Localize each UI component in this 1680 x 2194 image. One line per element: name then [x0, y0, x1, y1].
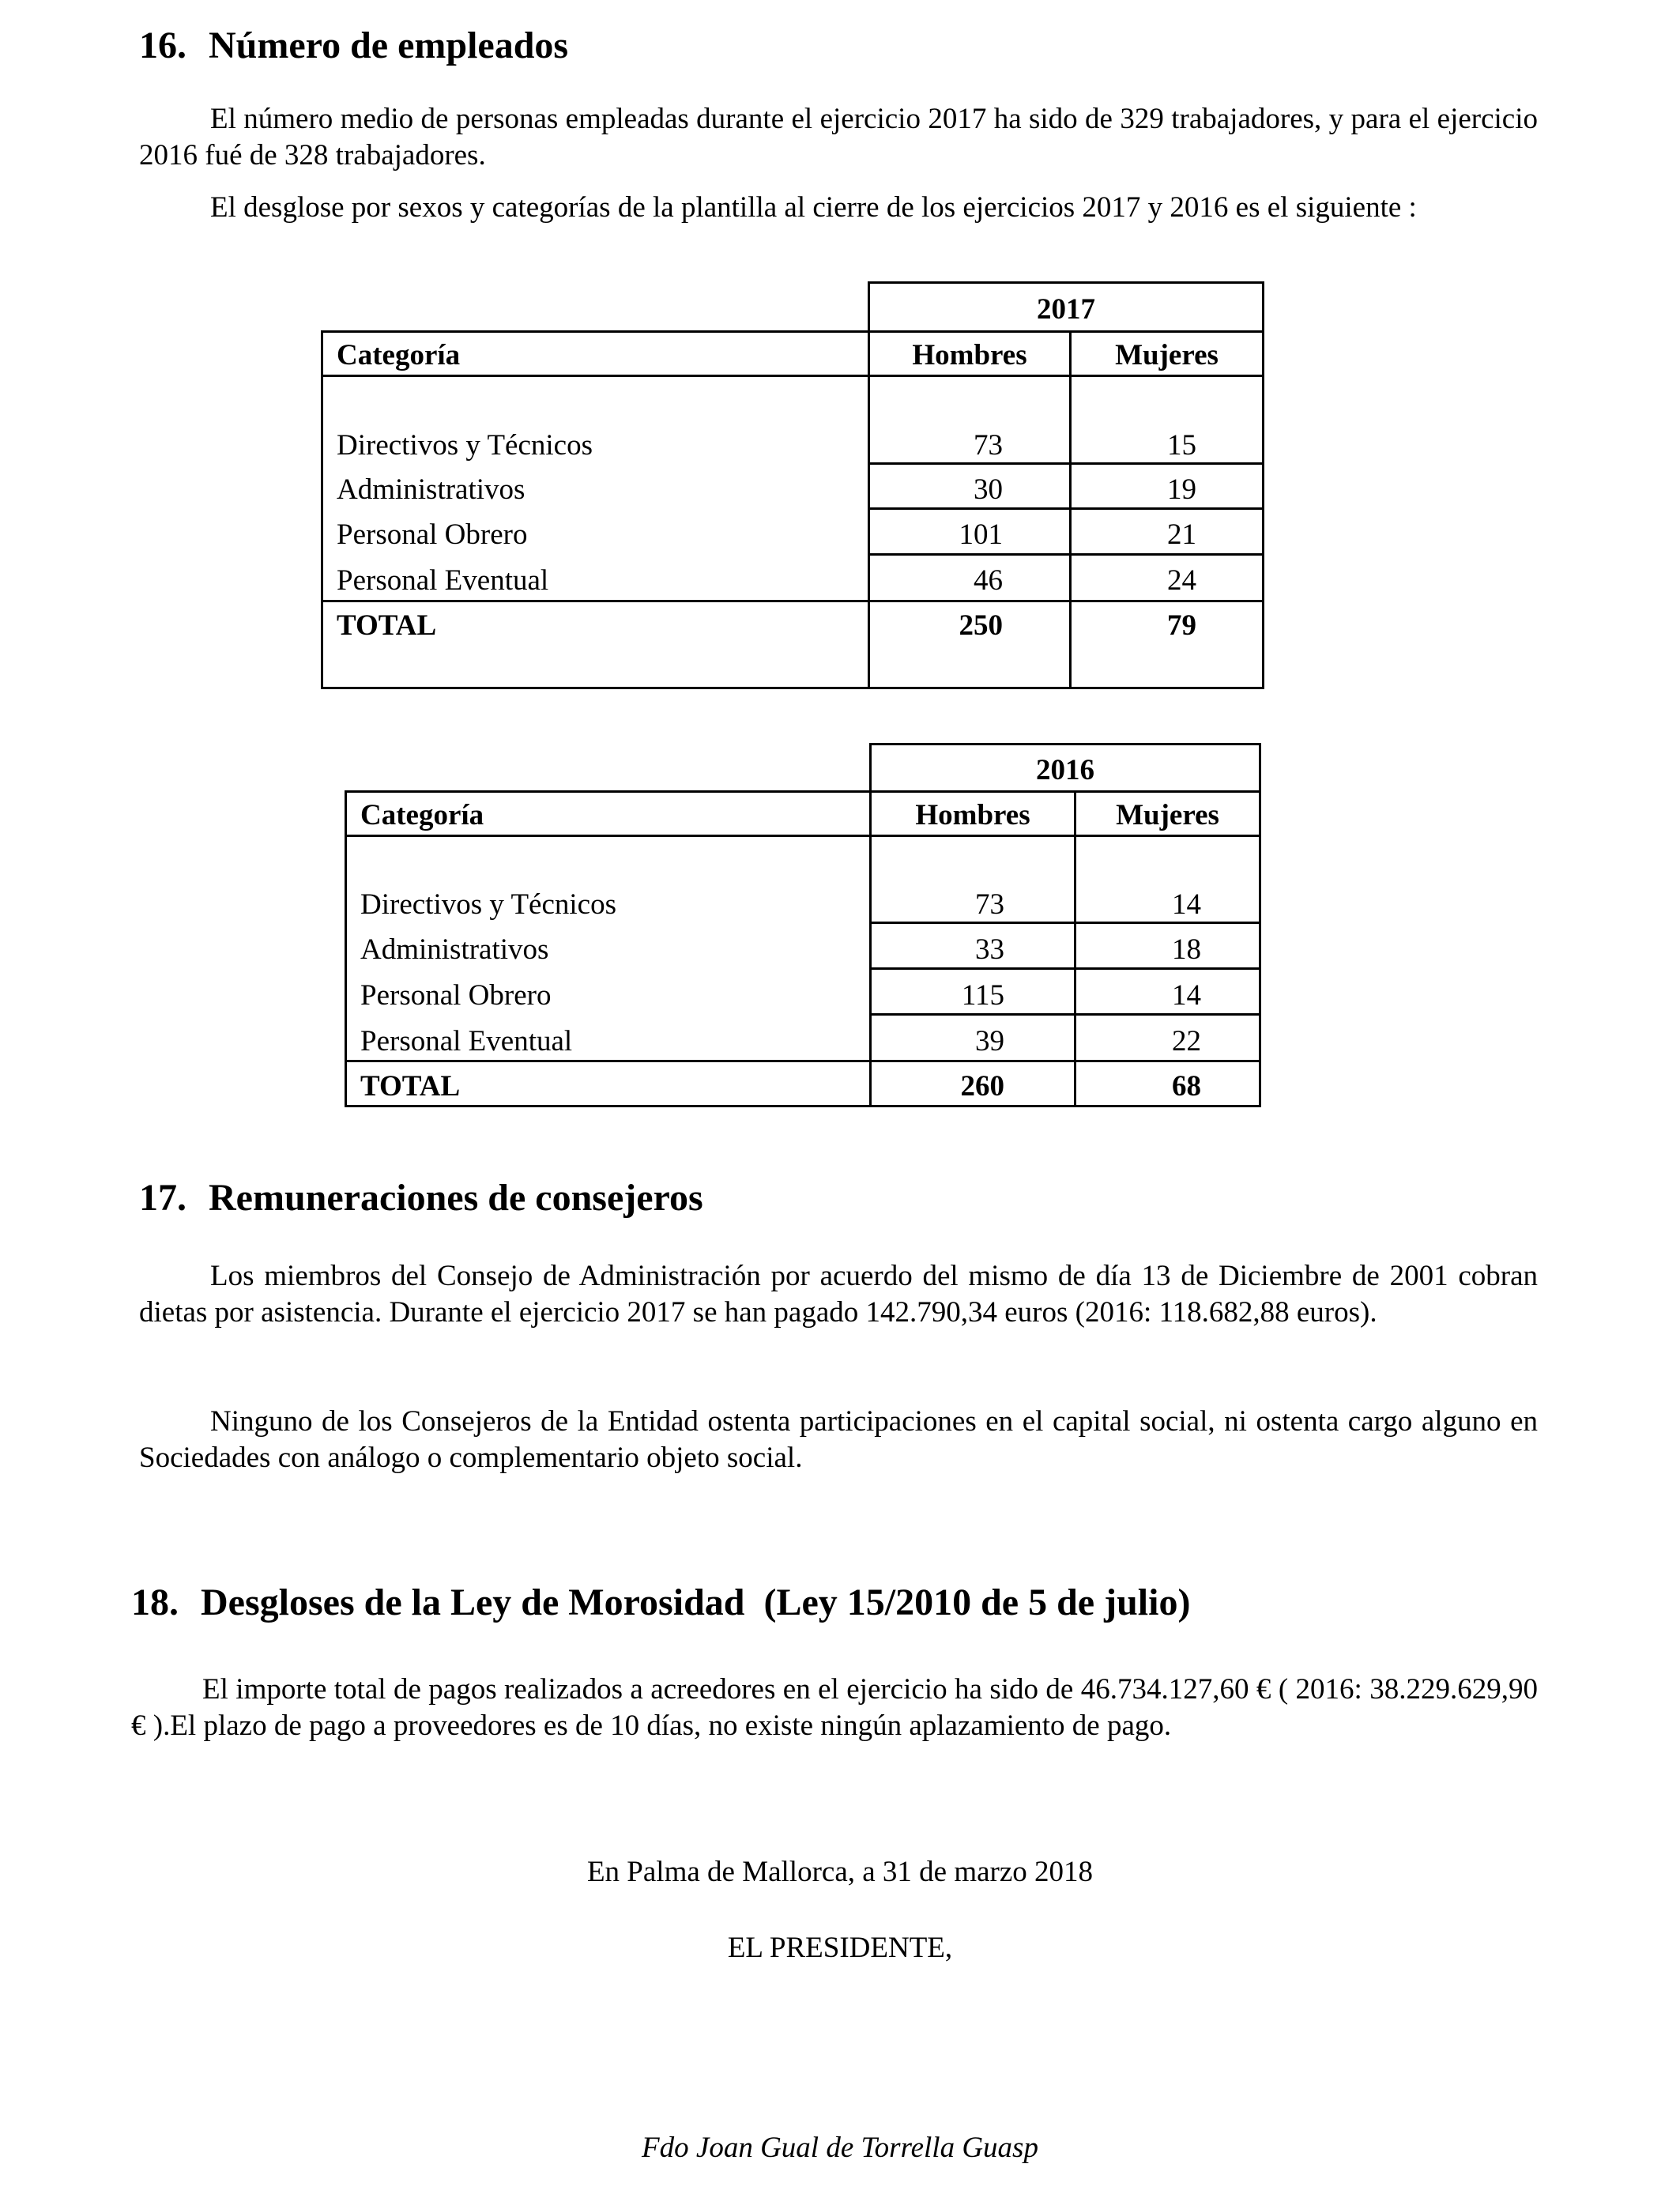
total-men: 260 — [960, 1070, 1004, 1103]
row-men: 39 — [975, 1025, 1004, 1057]
paragraph-payments: El importe total de pagos realizados a acreedores en el ejercicio ha sido de 46.734.127,60 € ( 2016: 38.229.629,90 € ).El plazo de pago a proveedores es de 10 días, no existe ningún aplazamiento de pago. — [131, 1673, 1538, 1742]
table-year-header: 2017 — [1037, 293, 1095, 326]
column-header-men: Hombres — [915, 799, 1030, 831]
row-women: 22 — [1172, 1025, 1201, 1057]
section-16-heading — [139, 24, 568, 68]
paragraph-breakdown-intro: El desglose por sexos y categorías de la plantilla al cierre de los ejercicios 2017 y 2016 es el siguiente : — [210, 191, 1417, 224]
section-number: 16. — [139, 25, 186, 66]
row-men: 73 — [974, 429, 1003, 462]
paragraph-board-remuneration: Los miembros del Consejo de Administración por acuerdo del mismo de día 13 de Diciembre de 2001 cobran dietas por asistencia. Durante el ejercicio 2017 se han pagado 142.790,34 euros (2016: 118.682,88 euros). — [139, 1260, 1538, 1329]
total-women: 68 — [1172, 1070, 1201, 1103]
row-category: Personal Eventual — [337, 564, 549, 597]
total-label: TOTAL — [337, 609, 437, 642]
total-label: TOTAL — [360, 1070, 461, 1103]
section-number: 18. — [131, 1581, 179, 1623]
signatory-role: EL PRESIDENTE, — [727, 1932, 953, 1964]
row-men: 73 — [975, 888, 1004, 921]
section-number: 17. — [139, 1177, 186, 1219]
paragraph-board-participations: Ninguno de los Consejeros de la Entidad ostenta participaciones en el capital social, ni ostenta cargo alguno en Sociedades con análogo o complementario objeto social. — [139, 1405, 1538, 1474]
row-men: 46 — [974, 564, 1003, 597]
row-women: 24 — [1167, 564, 1196, 597]
column-header-women: Mujeres — [1116, 799, 1219, 831]
section-title: Desgloses de la Ley de Morosidad (Ley 15/2010 de 5 de julio) — [201, 1581, 1191, 1623]
row-category: Directivos y Técnicos — [360, 888, 617, 921]
column-header-women: Mujeres — [1115, 339, 1219, 371]
row-women: 21 — [1167, 518, 1196, 551]
signature-line: Fdo Joan Gual de Torrella Guasp — [642, 2132, 1038, 2164]
row-women: 18 — [1172, 933, 1201, 966]
row-category: Personal Obrero — [360, 979, 552, 1012]
section-18-heading — [131, 1581, 1190, 1625]
total-women: 79 — [1167, 609, 1196, 642]
row-men: 101 — [959, 518, 1003, 551]
row-men: 33 — [975, 933, 1004, 966]
section-17-heading — [139, 1176, 703, 1220]
place-date: En Palma de Mallorca, a 31 de marzo 2018 — [586, 1856, 1094, 1888]
column-header-men: Hombres — [912, 339, 1027, 371]
paragraph-employees-average: El número medio de personas empleadas durante el ejercicio 2017 ha sido de 329 trabajadores, y para el ejercicio 2016 fué de 328 trabajadores. — [139, 103, 1538, 172]
row-category: Directivos y Técnicos — [337, 429, 593, 462]
row-women: 19 — [1167, 473, 1196, 506]
section-title: Remuneraciones de consejeros — [209, 1177, 703, 1219]
row-category: Administrativos — [360, 933, 549, 966]
column-header-category: Categoría — [337, 339, 461, 371]
row-men: 30 — [974, 473, 1003, 506]
row-women: 14 — [1172, 979, 1201, 1012]
row-category: Personal Obrero — [337, 518, 528, 551]
row-category: Personal Eventual — [360, 1025, 573, 1057]
row-category: Administrativos — [337, 473, 525, 506]
total-men: 250 — [959, 609, 1003, 642]
column-header-category: Categoría — [360, 799, 484, 831]
row-men: 115 — [961, 979, 1004, 1012]
section-title: Número de empleados — [209, 25, 569, 66]
row-women: 15 — [1167, 429, 1196, 462]
table-year-header: 2016 — [1036, 754, 1094, 786]
row-women: 14 — [1172, 888, 1201, 921]
